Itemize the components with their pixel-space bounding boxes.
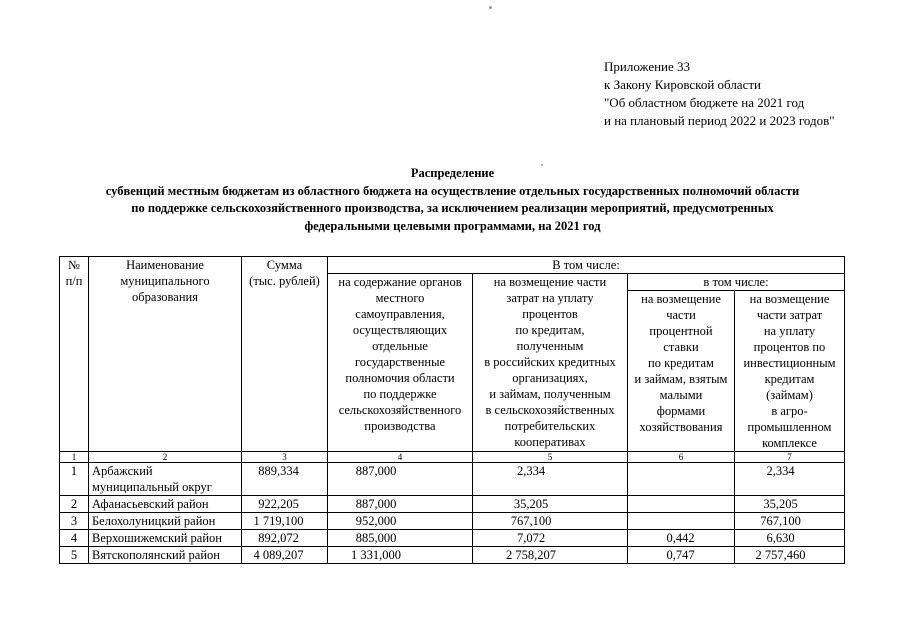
appendix-reference	[604, 58, 835, 130]
appendix-line: "Об областном бюджете на 2021 год	[604, 95, 805, 110]
subvention-table	[59, 256, 845, 564]
investment-credit: 2,334	[735, 463, 845, 496]
table-row	[60, 530, 845, 547]
total-sum: 892,072	[242, 530, 328, 547]
small-business-rate	[628, 463, 735, 496]
maintenance-amount: 885,000	[328, 530, 473, 547]
interest-compensation: 2 758,207	[473, 547, 628, 564]
title-line: Распределение	[410, 166, 495, 180]
interest-compensation: 7,072	[473, 530, 628, 547]
investment-credit: 35,205	[735, 496, 845, 513]
document-title	[0, 165, 905, 235]
total-sum: 4 089,207	[242, 547, 328, 564]
column-number: 2	[89, 452, 242, 463]
total-sum: 1 719,100	[242, 513, 328, 530]
column-number: 4	[328, 452, 473, 463]
header-no: № п/п	[60, 257, 89, 452]
scan-speck	[489, 6, 492, 9]
title-line: субвенций местным бюджетам из областного бюджета на осуществление отдельных государственных полномочий области	[105, 183, 800, 198]
municipality-name: Белохолуницкий район	[89, 513, 242, 530]
table-row	[60, 496, 845, 513]
appendix-line: и на плановый период 2022 и 2023 годов"	[604, 113, 835, 128]
municipality-name: Верхошижемский район	[89, 530, 242, 547]
header-including: В том числе:	[328, 257, 845, 274]
header-col7: на возмещение части затрат на уплату процентов по инвестиционным кредитам (займам) в агро- промышленном комплексе	[735, 291, 845, 452]
header-sum: Сумма (тыс. рублей)	[242, 257, 328, 452]
column-number: 1	[60, 452, 89, 463]
column-number: 3	[242, 452, 328, 463]
total-sum: 922,205	[242, 496, 328, 513]
maintenance-amount: 887,000	[328, 496, 473, 513]
header-col4: на содержание органов местного самоуправления, осуществляющих отдельные государственные полномочия области по поддержке сельскохозяйственного производства	[328, 274, 473, 452]
header-including-sub: в том числе:	[628, 274, 845, 291]
total-sum: 889,334	[242, 463, 328, 496]
row-number: 1	[60, 463, 89, 496]
header-col6: на возмещение части процентной ставки по кредитам и займам, взятым малыми формами хозяйствования	[628, 291, 735, 452]
municipality-name: Афанасьевский район	[89, 496, 242, 513]
small-business-rate: 0,442	[628, 530, 735, 547]
investment-credit: 6,630	[735, 530, 845, 547]
interest-compensation: 35,205	[473, 496, 628, 513]
small-business-rate	[628, 513, 735, 530]
header-col5: на возмещение части затрат на уплату процентов по кредитам, полученным в российских кредитных организациях, и займам, полученным в сельскохозяйственных потребительских кооперативах	[473, 274, 628, 452]
row-number: 2	[60, 496, 89, 513]
investment-credit: 767,100	[735, 513, 845, 530]
row-number: 4	[60, 530, 89, 547]
small-business-rate: 0,747	[628, 547, 735, 564]
maintenance-amount: 887,000	[328, 463, 473, 496]
interest-compensation: 2,334	[473, 463, 628, 496]
investment-credit: 2 757,460	[735, 547, 845, 564]
title-line: по поддержке сельскохозяйственного производства, за исключением реализации мероприятий, предусмотренных	[131, 201, 774, 215]
table-row	[60, 513, 845, 530]
small-business-rate	[628, 496, 735, 513]
column-number-row	[60, 452, 845, 463]
column-number: 5	[473, 452, 628, 463]
appendix-line: Приложение 33	[604, 59, 691, 74]
interest-compensation: 767,100	[473, 513, 628, 530]
municipality-name: Арбажский муниципальный округ	[89, 463, 242, 496]
row-number: 5	[60, 547, 89, 564]
maintenance-amount: 952,000	[328, 513, 473, 530]
table-row	[60, 547, 845, 564]
row-number: 3	[60, 513, 89, 530]
maintenance-amount: 1 331,000	[328, 547, 473, 564]
column-number: 7	[735, 452, 845, 463]
column-number: 6	[628, 452, 735, 463]
title-line: федеральными целевыми программами, на 2021 год	[304, 218, 601, 233]
appendix-line: к Закону Кировской области	[604, 77, 761, 92]
header-row	[60, 257, 845, 274]
header-name: Наименование муниципального образования	[89, 257, 242, 452]
municipality-name: Вятскополянский район	[89, 547, 242, 564]
table-row	[60, 463, 845, 496]
